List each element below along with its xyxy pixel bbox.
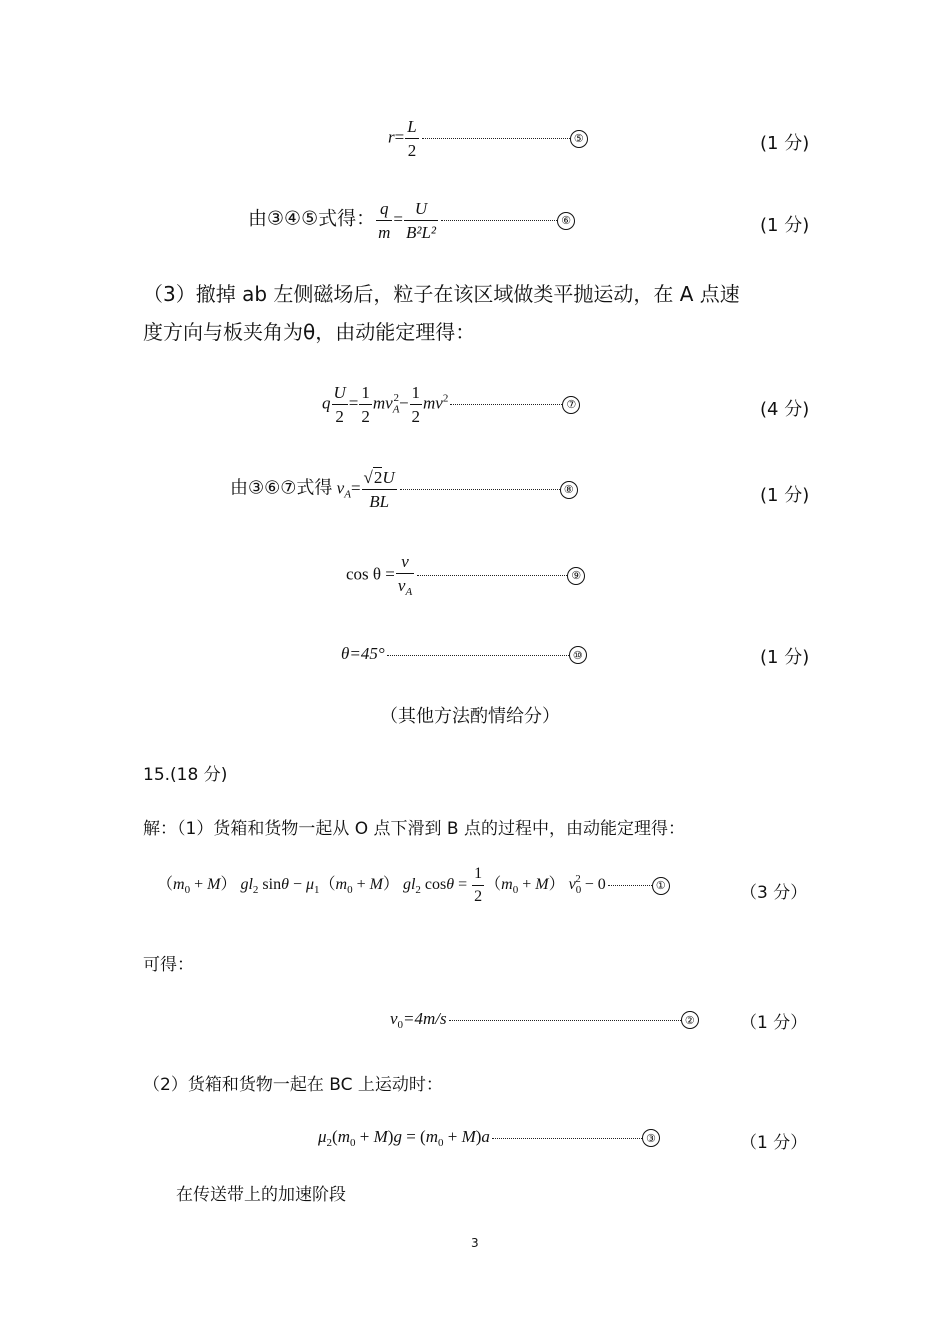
- marker-7: ⑦: [562, 396, 580, 414]
- page-number: 3: [471, 1236, 479, 1250]
- q15-part2: （2）货箱和货物一起在 BC 上运动时：: [143, 1075, 443, 1095]
- accel-stage-label: 在传送带上的加速阶段: [176, 1185, 346, 1205]
- equation-5: r= $\frac{L}{2}$ ⑤: [388, 118, 588, 159]
- eq6-num2: U: [414, 199, 428, 218]
- marker-9: ⑨: [567, 567, 585, 585]
- eq6-num1: q: [380, 199, 389, 218]
- score-q15-3: （1 分）: [740, 1133, 808, 1153]
- eq9-lhs: cos θ =: [346, 564, 395, 584]
- score-8: (1 分): [760, 485, 810, 506]
- score-q15-2: （1 分）: [740, 1013, 808, 1033]
- score-10: (1 分): [760, 647, 810, 668]
- equation-7: q $\frac{U}{2}$ = $\frac{1}{2}$ $mv_A^2-$ $\frac{1}{2}$ $mv^2$ ⑦: [322, 384, 580, 425]
- q15-intro: 解：（1）货箱和货物一起从 O 点下滑到 B 点的过程中，由动能定理得：: [143, 819, 685, 839]
- eq6-prefix: 由③④⑤式得：: [248, 207, 376, 230]
- equation-2: $v_0=4m/s$ ②: [390, 1010, 699, 1031]
- equation-8: 由③⑥⑦式得 $v_A=$ $\frac{√2U}{BL}$ ⑧: [230, 469, 578, 510]
- marker-8: ⑧: [560, 481, 578, 499]
- equation-9: cos θ = $\frac{v}{v_A}$ ⑨: [346, 553, 585, 598]
- score-5: (1 分): [760, 133, 810, 154]
- eq6-den2: B²L²: [405, 223, 437, 242]
- part3-line1: （3）撤掉 ab 左侧磁场后，粒子在该区域做类平抛运动，在 A 点速: [143, 282, 740, 306]
- eq8-prefix: 由③⑥⑦式得: [230, 477, 333, 499]
- marker-q15-2: ②: [681, 1011, 699, 1029]
- eq5-denominator: 2: [407, 141, 417, 160]
- equation-1: $(m_0 + M)$ $gl_2$ $\sin\theta - \mu_1(m_0 + M)$ $gl_2$ cosθ = $\frac{1}{2}$ $(m_0 + M) v_0^2 - 0$ ①: [157, 866, 670, 905]
- eq5-numerator: L: [407, 117, 417, 136]
- equation-3: $\mu_2(m_0 + M)g = (m_0 + M)a$ ③: [318, 1128, 660, 1149]
- equation-6: 由③④⑤式得： $\frac{q}{m}$ = $\frac{U}{\text{B²L²}}$ ⑥: [248, 200, 575, 241]
- eq5-fraction: [405, 118, 418, 159]
- eq5-lhs: r: [388, 127, 395, 147]
- marker-6: ⑥: [557, 212, 575, 230]
- eq2-text: =4m/s: [403, 1009, 447, 1028]
- eq10-text: θ=45°: [341, 644, 385, 663]
- grading-note: （其他方法酌情给分）: [380, 706, 560, 727]
- marker-10: ⑩: [569, 646, 587, 664]
- marker-q15-1: ①: [652, 877, 670, 895]
- part3-line2: 度方向与板夹角为θ，由动能定理得：: [143, 320, 476, 344]
- score-6: (1 分): [760, 215, 810, 236]
- q15-title: 15.(18 分): [143, 765, 228, 785]
- equation-10: [341, 645, 587, 664]
- eq6-den1: m: [378, 223, 391, 242]
- kede-label: 可得：: [143, 955, 194, 975]
- score-7: (4 分): [760, 399, 810, 420]
- marker-q15-3: ③: [642, 1129, 660, 1147]
- score-q15-1: （3 分）: [740, 883, 808, 903]
- marker-5: ⑤: [570, 130, 588, 148]
